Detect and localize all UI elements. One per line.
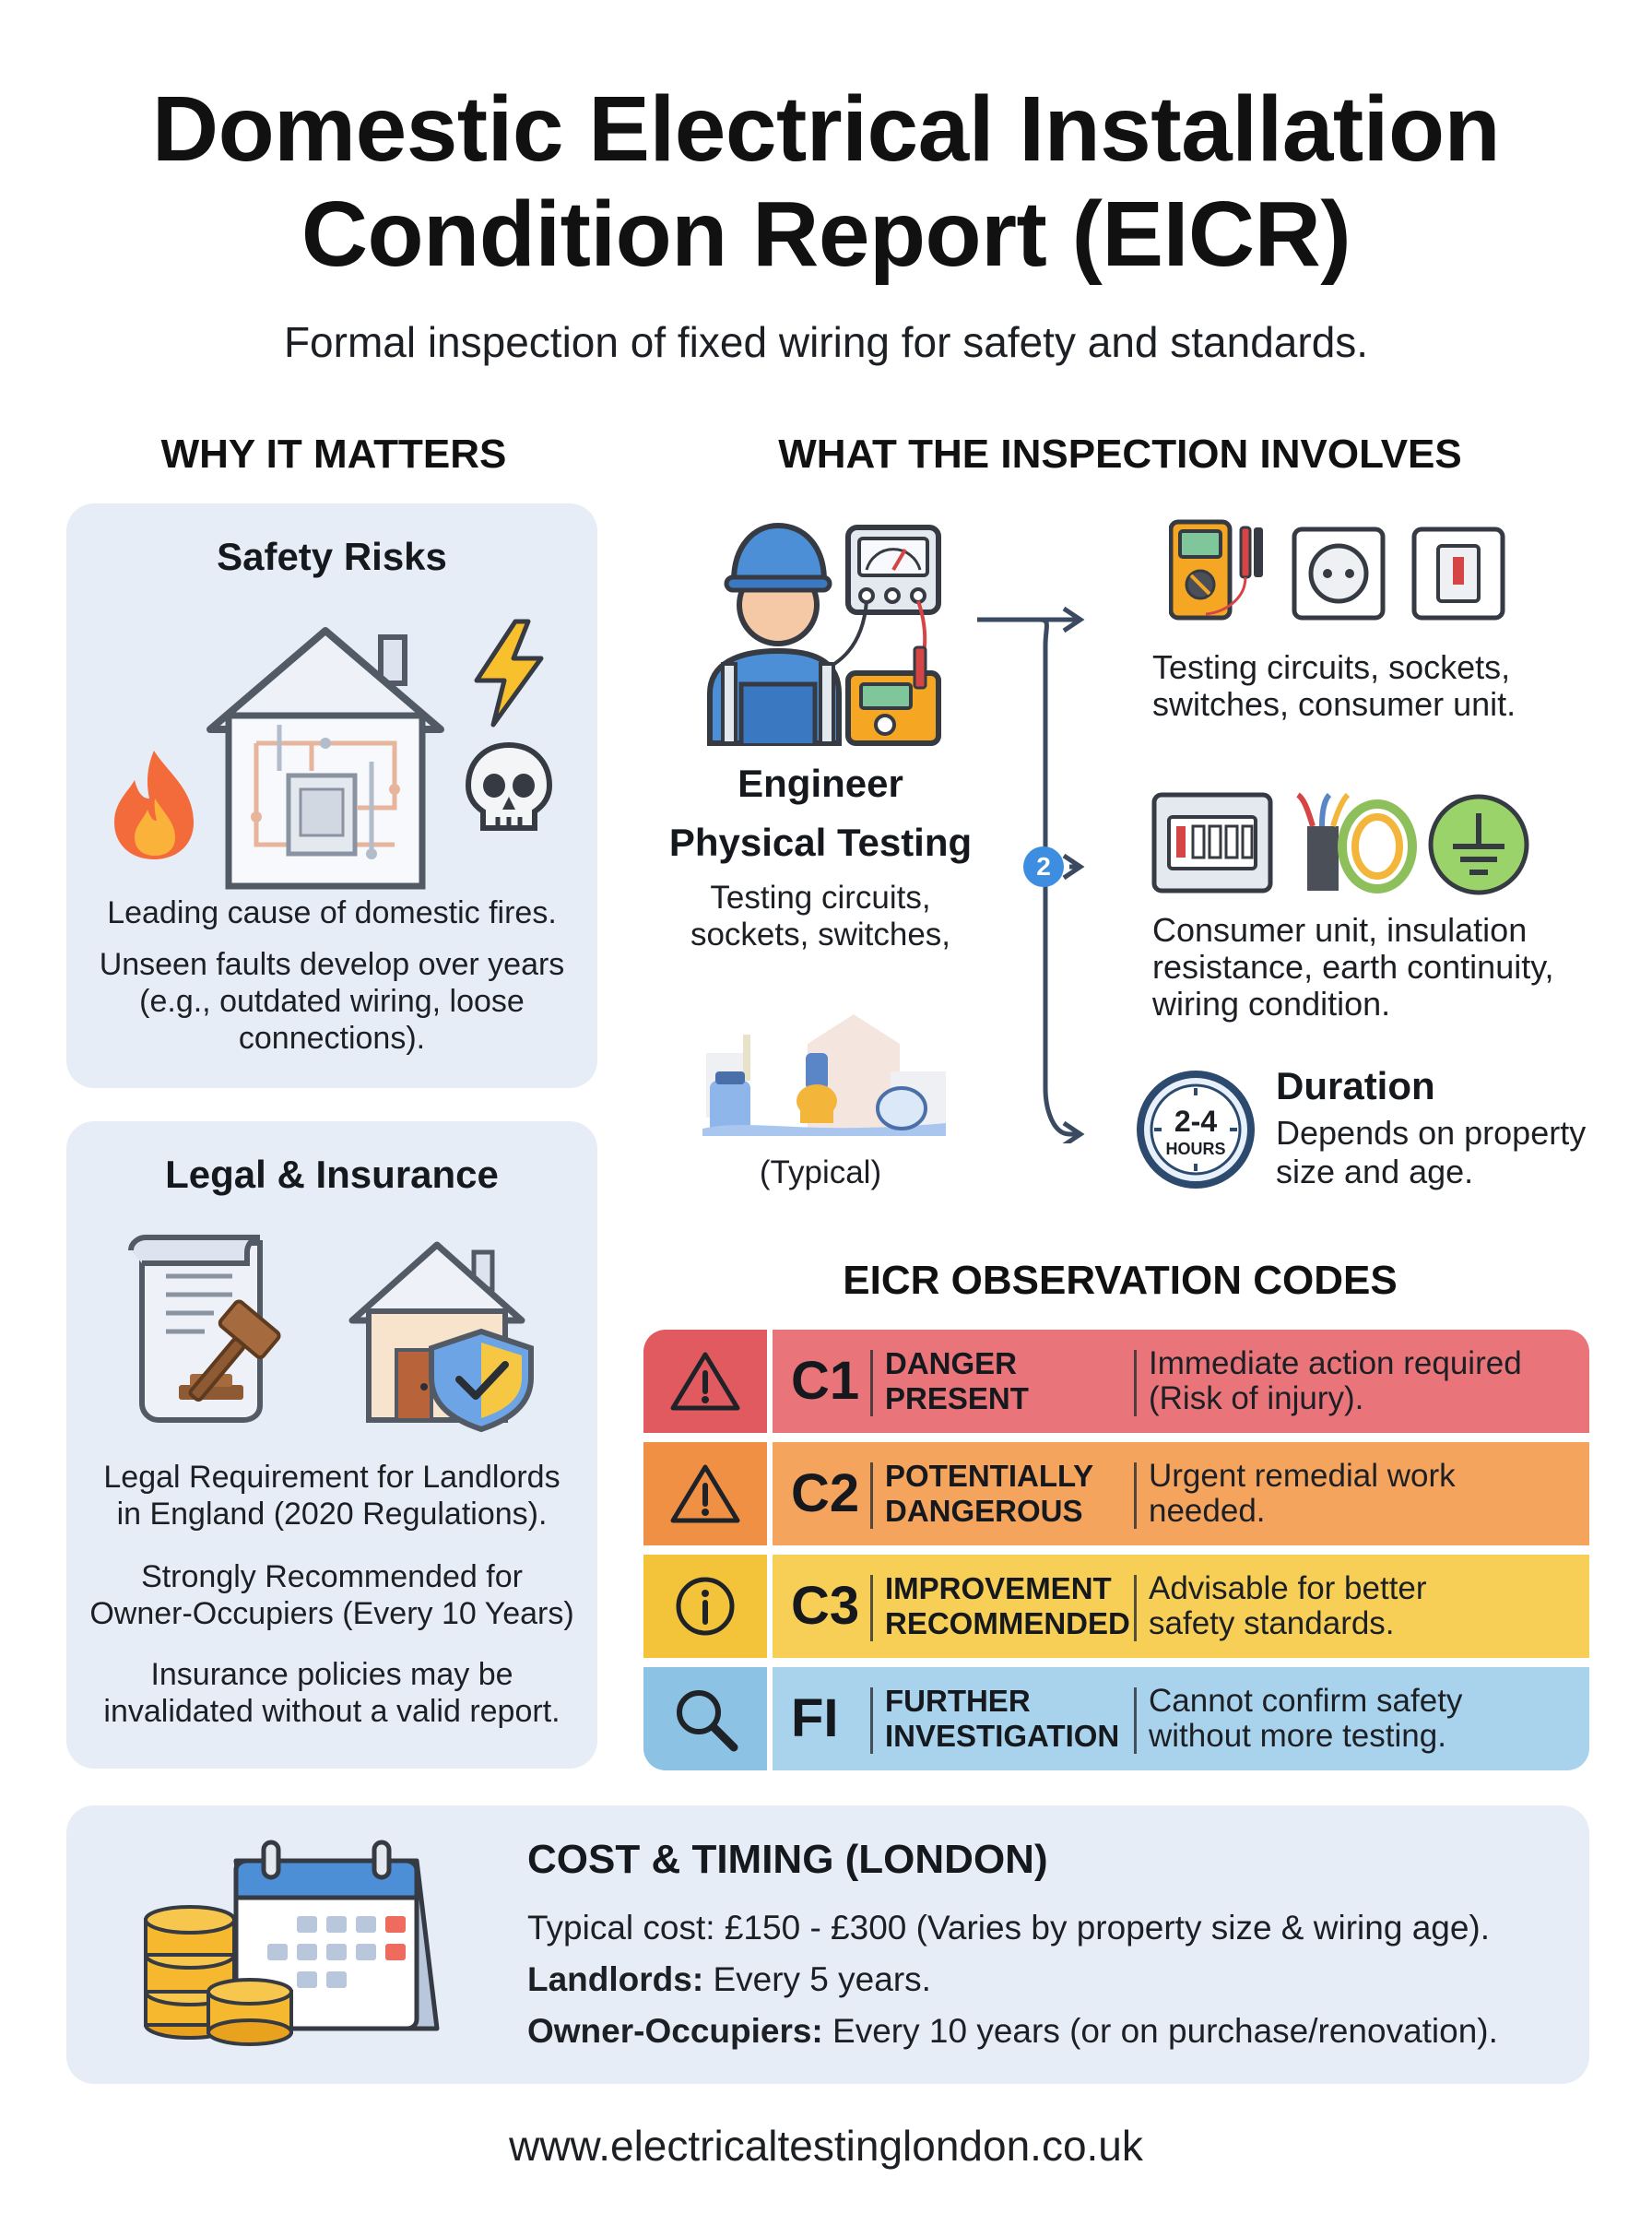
cost-timing-card [66,1805,1589,2084]
typical-label: (Typical) [759,1154,882,1190]
code-name-line-1: FURTHER [885,1684,1031,1718]
duration-title: Duration [1276,1064,1435,1107]
code-divider [1134,1687,1137,1754]
engineer-title-line-2: Physical Testing [668,821,973,864]
safety-risks-card [66,503,597,1088]
duration-line-2: size and age. [1276,1153,1474,1190]
tools-illustration [697,979,955,1136]
lightning-icon [467,618,550,728]
code-description-line-2: (Risk of injury). [1149,1380,1364,1416]
code-id: C1 [791,1351,860,1411]
code-row-c3 [643,1555,1589,1658]
code-main-cell [773,1555,1589,1658]
code-description-line-2: without more testing. [1149,1718,1446,1754]
engineer-desc-line-1: Testing circuits, [710,880,931,916]
code-description-line-1: Immediate action required [1149,1345,1522,1381]
code-divider [870,1575,873,1641]
safety-risk-text-2a: Unseen faults develop over years [99,947,565,982]
house-wiring-icon [201,614,450,891]
clock-icon [1136,1070,1256,1189]
code-divider [870,1687,873,1754]
info-icon [643,1555,767,1658]
code-description [1149,1459,1456,1529]
code-icon-cell [643,1667,767,1770]
legal-document-gavel-icon [122,1230,306,1424]
landlords-line [527,1960,931,1999]
code-divider [1134,1575,1137,1641]
legal-text-3a: Insurance policies may be [150,1657,513,1692]
legal-text-3b: invalidated without a valid report. [103,1694,560,1729]
engineer-title-line-1: Engineer [738,762,903,805]
multimeter-socket-switch-icons [1169,516,1519,625]
footer-url-link[interactable]: www.electricaltestinglondon.co.uk [509,2122,1143,2170]
code-row-fi [643,1667,1589,1770]
typical-cost-line: Typical cost: £150 - £300 (Varies by property size & wiring age). [527,1909,1491,1947]
test-item-1-line-2: switches, consumer unit. [1152,685,1516,723]
test-item-1-line-1: Testing circuits, sockets, [1152,648,1511,686]
test-item-2-line-1: Consumer unit, insulation [1152,911,1528,949]
page-subtitle: Formal inspection of fixed wiring for safety and standards. [283,318,1369,366]
legal-text-1b: in England (2020 Regulations). [116,1497,548,1532]
safety-risk-text-1: Leading cause of domestic fires. [107,895,557,930]
code-icon-cell [643,1330,767,1433]
engineer-tester-icon [701,509,950,749]
code-name-line-2: DANGEROUS [885,1494,1083,1528]
owner-occupiers-value: Every 10 years (or on purchase/renovation). [822,2012,1498,2050]
code-description-line-2: needed. [1149,1493,1266,1529]
code-id: C3 [791,1576,860,1636]
safety-risks-title: Safety Risks [217,535,447,578]
house-shield-icon [345,1230,538,1433]
code-name-line-1: POTENTIALLY [885,1459,1094,1493]
code-description [1149,1346,1522,1416]
page-title-line-1: Domestic Electrical Installation [151,77,1501,181]
consumer-unit-cable-earth-icons [1150,789,1538,898]
warning-icon [643,1330,767,1433]
code-divider [870,1462,873,1529]
code-name-line-1: IMPROVEMENT [885,1571,1112,1605]
code-icon-cell [643,1555,767,1658]
page-title-line-2: Condition Report (EICR) [301,183,1351,286]
safety-risk-text-2c: connections). [238,1021,426,1056]
why-it-matters-heading: WHY IT MATTERS [160,432,507,477]
code-description-line-2: safety standards. [1149,1605,1395,1641]
code-row-c2 [643,1442,1589,1545]
code-main-cell [773,1442,1589,1545]
fire-icon [103,745,205,865]
code-name-line-2: PRESENT [885,1381,1029,1415]
code-id: FI [791,1688,839,1748]
code-name [885,1684,1119,1754]
inspection-heading: WHAT THE INSPECTION INVOLVES [778,432,1462,477]
code-row-c1 [643,1330,1589,1433]
legal-insurance-title: Legal & Insurance [165,1153,499,1196]
owner-occupiers-label: Owner-Occupiers: [527,2012,823,2050]
observation-codes-table [643,1330,1589,1770]
owner-occupiers-line [527,2012,1498,2051]
clock-unit: HOURS [1165,1140,1226,1158]
code-name [885,1571,1130,1641]
code-main-cell [773,1667,1589,1770]
test-item-2-line-3: wiring condition. [1152,985,1391,1023]
test-item-2-line-2: resistance, earth continuity, [1152,948,1554,986]
code-divider [870,1350,873,1416]
observation-codes-heading: EICR OBSERVATION CODES [843,1258,1398,1303]
code-main-cell [773,1330,1589,1433]
code-name-line-2: INVESTIGATION [885,1719,1120,1753]
code-description [1149,1684,1462,1754]
landlords-value: Every 5 years. [703,1960,931,1998]
landlords-label: Landlords: [527,1960,704,1998]
code-name-line-2: RECOMMENDED [885,1606,1130,1640]
cost-timing-heading: COST & TIMING (LONDON) [527,1837,1048,1882]
code-description-line-1: Urgent remedial work [1149,1458,1456,1494]
legal-text-2b: Owner-Occupiers (Every 10 Years) [89,1596,574,1631]
engineer-desc-line-2: sockets, switches, [690,917,951,953]
code-description-line-1: Cannot confirm safety [1149,1683,1463,1719]
code-description [1149,1571,1427,1641]
code-icon-cell [643,1442,767,1545]
magnifier-icon [643,1667,767,1770]
step-2-badge: 2 [1023,846,1064,887]
code-description-line-1: Advisable for better [1149,1570,1427,1606]
safety-risk-text-2b: (e.g., outdated wiring, loose [139,984,525,1019]
code-divider [1134,1462,1137,1529]
clock-value: 2-4 [1174,1105,1218,1138]
code-id: C2 [791,1463,860,1523]
code-name-line-1: DANGER [885,1346,1018,1380]
code-name [885,1346,1029,1416]
coins-calendar-icon [140,1835,454,2047]
code-name [885,1459,1093,1529]
duration-line-1: Depends on property [1276,1114,1587,1152]
legal-insurance-card [66,1121,597,1769]
code-divider [1134,1350,1137,1416]
warning-icon [643,1442,767,1545]
skull-icon [463,740,555,841]
legal-text-1a: Legal Requirement for Landlords [103,1460,560,1495]
legal-text-2a: Strongly Recommended for [141,1559,523,1594]
